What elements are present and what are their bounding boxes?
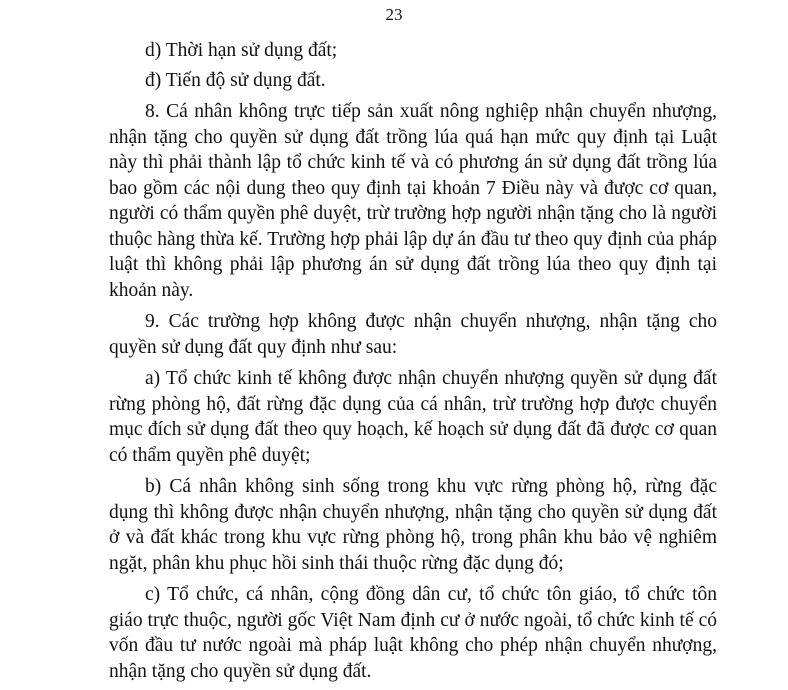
paragraph-item-b: b) Cá nhân không sinh sống trong khu vực rừng phòng hộ, rừng đặc dụng thì không được nhận chuyển nhượng, nhận tặng cho quyền sử dụng đất ở và đất khác trong khu vực rừng phòng hộ, trong phân khu bảo vệ nghiêm ngặt, phân khu phục hồi sinh thái thuộc rừng đặc dụng đó; xyxy=(109,476,717,574)
page-number: 23 xyxy=(385,5,403,24)
paragraph-clause-8: 8. Cá nhân không trực tiếp sản xuất nông nghiệp nhận chuyển nhượng, nhận tặng cho quyền sử dụng đất trồng lúa quá hạn mức quy định tại Luật này thì phải thành lập tổ chức kinh tế và có phương án sử dụng đất trồng lúa bao gồm các nội dung theo quy định tại khoản 7 Điều này và được cơ quan, người có thẩm quyền phê duyệt, trừ trường hợp người nhận tặng cho là người thuộc hàng thừa kế. Trường hợp phải lập dự án đầu tư theo quy định của pháp luật thì không phải lập phương án sử dụng đất trồng lúa theo quy định tại khoản này. xyxy=(109,101,717,301)
paragraph-item-dd: đ) Tiến độ sử dụng đất. xyxy=(145,69,326,91)
paragraph-item-a: a) Tổ chức kinh tế không được nhận chuyển nhượng quyền sử dụng đất rừng phòng hộ, đất rừng đặc dụng của cá nhân, trừ trường hợp được chuyển mục đích sử dụng đất theo quy hoạch, kế hoạch sử dụng đất đã được cơ quan có thẩm quyền phê duyệt; xyxy=(109,368,717,466)
paragraph-item-d: d) Thời hạn sử dụng đất; xyxy=(145,40,338,61)
paragraph-clause-9: 9. Các trường hợp không được nhận chuyển nhượng, nhận tặng cho quyền sử dụng đất quy định như sau: xyxy=(109,311,717,358)
document-body xyxy=(109,38,717,690)
paragraph-item-c: c) Tổ chức, cá nhân, cộng đồng dân cư, tổ chức tôn giáo, tổ chức tôn giáo trực thuộc, người gốc Việt Nam định cư ở nước ngoài, tổ chức kinh tế có vốn đầu tư nước ngoài mà pháp luật không cho phép nhận chuyển nhượng, nhận tặng cho quyền sử dụng đất. xyxy=(109,584,717,682)
